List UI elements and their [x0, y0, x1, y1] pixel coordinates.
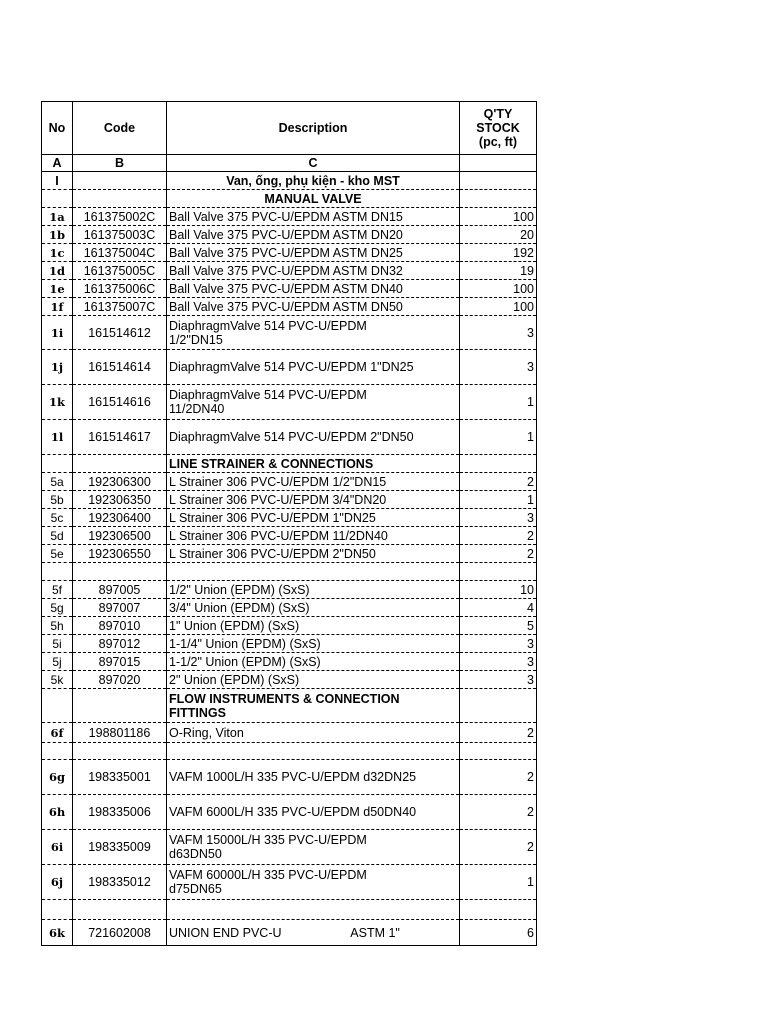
- row-desc: VAFM 15000L/H 335 PVC-U/EPDM d63DN50: [167, 830, 460, 865]
- table-row: [42, 599, 537, 617]
- row-desc: DiaphragmValve 514 PVC-U/EPDM 2"DN50: [167, 420, 460, 455]
- row-qty: 1: [460, 865, 537, 900]
- row-qty: 2: [460, 723, 537, 743]
- row-qty: 19: [460, 262, 537, 280]
- row-qty: 6: [460, 920, 537, 946]
- row-no: 5j: [42, 653, 73, 671]
- section-row: [42, 689, 537, 723]
- row-desc: L Strainer 306 PVC-U/EPDM 2"DN50: [167, 545, 460, 563]
- group-no: I: [42, 172, 73, 190]
- row-no: 5f: [42, 581, 73, 599]
- empty-cell: [73, 743, 167, 760]
- row-code: 897010: [73, 617, 167, 635]
- row-desc: VAFM 6000L/H 335 PVC-U/EPDM d50DN40: [167, 795, 460, 830]
- empty-cell: [42, 743, 73, 760]
- table-row: [42, 208, 537, 226]
- empty-cell: [42, 563, 73, 581]
- row-code: 192306350: [73, 491, 167, 509]
- row-qty: 3: [460, 316, 537, 350]
- row-qty: 2: [460, 830, 537, 865]
- row-desc: 1-1/2" Union (EPDM) (SxS): [167, 653, 460, 671]
- empty-cell: [167, 900, 460, 920]
- row-qty: 2: [460, 473, 537, 491]
- empty-cell: [73, 455, 167, 473]
- row-code: 161375006C: [73, 280, 167, 298]
- table-row: [42, 760, 537, 795]
- row-desc: L Strainer 306 PVC-U/EPDM 3/4"DN20: [167, 491, 460, 509]
- row-no: 6h: [42, 795, 73, 830]
- row-desc: L Strainer 306 PVC-U/EPDM 1/2"DN15: [167, 473, 460, 491]
- table-row: [42, 581, 537, 599]
- row-qty: 3: [460, 635, 537, 653]
- table-row: [42, 473, 537, 491]
- row-code: 897020: [73, 671, 167, 689]
- row-no: 1i: [42, 316, 73, 350]
- row-desc: VAFM 1000L/H 335 PVC-U/EPDM d32DN25: [167, 760, 460, 795]
- table-row: [42, 420, 537, 455]
- letter-b: B: [73, 155, 167, 172]
- empty-cell: [73, 900, 167, 920]
- row-qty: 20: [460, 226, 537, 244]
- row-code: 198335001: [73, 760, 167, 795]
- row-code: 897012: [73, 635, 167, 653]
- table-row: [42, 385, 537, 420]
- row-code: 897005: [73, 581, 167, 599]
- row-qty: 100: [460, 298, 537, 316]
- row-code: 161375004C: [73, 244, 167, 262]
- section-flow-instruments: FLOW INSTRUMENTS & CONNECTION FITTINGS: [167, 689, 460, 723]
- table-row: [42, 920, 537, 946]
- stock-table: [41, 101, 537, 946]
- empty-cell: [460, 689, 537, 723]
- row-code: 192306400: [73, 509, 167, 527]
- row-code: 192306300: [73, 473, 167, 491]
- empty-cell: [42, 689, 73, 723]
- row-no: 1l: [42, 420, 73, 455]
- table-row: [42, 865, 537, 900]
- row-code: 161514614: [73, 350, 167, 385]
- empty-cell: [460, 172, 537, 190]
- row-desc: Ball Valve 375 PVC-U/EPDM ASTM DN32: [167, 262, 460, 280]
- row-no: 6i: [42, 830, 73, 865]
- row-desc: 2" Union (EPDM) (SxS): [167, 671, 460, 689]
- row-code: 161375007C: [73, 298, 167, 316]
- row-code: 897007: [73, 599, 167, 617]
- row-code: 161375002C: [73, 208, 167, 226]
- header-no: No: [42, 102, 73, 155]
- empty-cell: [460, 743, 537, 760]
- letter-empty: [460, 155, 537, 172]
- row-qty: 100: [460, 280, 537, 298]
- row-desc: L Strainer 306 PVC-U/EPDM 11/2DN40: [167, 527, 460, 545]
- row-desc: VAFM 60000L/H 335 PVC-U/EPDM d75DN65: [167, 865, 460, 900]
- row-desc: 1/2" Union (EPDM) (SxS): [167, 581, 460, 599]
- row-no: 5i: [42, 635, 73, 653]
- spacer-row: [42, 563, 537, 581]
- empty-cell: [73, 689, 167, 723]
- empty-cell: [73, 172, 167, 190]
- row-no: 5c: [42, 509, 73, 527]
- row-no: 1d: [42, 262, 73, 280]
- row-code: 192306550: [73, 545, 167, 563]
- table-row: [42, 298, 537, 316]
- row-qty: 3: [460, 653, 537, 671]
- row-qty: 10: [460, 581, 537, 599]
- row-qty: 5: [460, 617, 537, 635]
- empty-cell: [460, 190, 537, 208]
- row-no: 1j: [42, 350, 73, 385]
- row-desc: Ball Valve 375 PVC-U/EPDM ASTM DN20: [167, 226, 460, 244]
- row-no: 1b: [42, 226, 73, 244]
- letter-a: A: [42, 155, 73, 172]
- table-row: [42, 527, 537, 545]
- row-no: 1c: [42, 244, 73, 262]
- empty-cell: [460, 900, 537, 920]
- row-desc: L Strainer 306 PVC-U/EPDM 1"DN25: [167, 509, 460, 527]
- row-no: 5e: [42, 545, 73, 563]
- table-row: [42, 830, 537, 865]
- row-qty: 1: [460, 385, 537, 420]
- row-code: 161375005C: [73, 262, 167, 280]
- row-no: 5h: [42, 617, 73, 635]
- row-qty: 100: [460, 208, 537, 226]
- row-no: 6k: [42, 920, 73, 946]
- row-no: 5b: [42, 491, 73, 509]
- row-desc: 3/4" Union (EPDM) (SxS): [167, 599, 460, 617]
- empty-cell: [42, 900, 73, 920]
- empty-cell: [460, 563, 537, 581]
- row-desc: Ball Valve 375 PVC-U/EPDM ASTM DN40: [167, 280, 460, 298]
- row-no: 5a: [42, 473, 73, 491]
- row-desc: O-Ring, Viton: [167, 723, 460, 743]
- row-no: 5g: [42, 599, 73, 617]
- row-qty: 1: [460, 491, 537, 509]
- row-desc: Ball Valve 375 PVC-U/EPDM ASTM DN15: [167, 208, 460, 226]
- row-desc: 1-1/4" Union (EPDM) (SxS): [167, 635, 460, 653]
- row-code: 161375003C: [73, 226, 167, 244]
- table-row: [42, 280, 537, 298]
- empty-cell: [167, 743, 460, 760]
- section-row: [42, 190, 537, 208]
- row-qty: 3: [460, 671, 537, 689]
- row-qty: 2: [460, 760, 537, 795]
- group-title: Van, ống, phụ kiện - kho MST: [167, 172, 460, 190]
- row-qty: 3: [460, 350, 537, 385]
- row-code: 198335012: [73, 865, 167, 900]
- row-desc: DiaphragmValve 514 PVC-U/EPDM 11/2DN40: [167, 385, 460, 420]
- table-row: [42, 723, 537, 743]
- row-desc: DiaphragmValve 514 PVC-U/EPDM 1/2"DN15: [167, 316, 460, 350]
- letter-c: C: [167, 155, 460, 172]
- section-line-strainer: LINE STRAINER & CONNECTIONS: [167, 455, 460, 473]
- section-manual-valve: MANUAL VALVE: [167, 190, 460, 208]
- row-qty: 1: [460, 420, 537, 455]
- empty-cell: [42, 190, 73, 208]
- row-desc: UNION END PVC-U ASTM 1": [167, 920, 460, 946]
- table-row: [42, 617, 537, 635]
- empty-cell: [460, 455, 537, 473]
- row-qty: 4: [460, 599, 537, 617]
- header-row: [42, 102, 537, 155]
- section-row: [42, 455, 537, 473]
- row-desc: 1" Union (EPDM) (SxS): [167, 617, 460, 635]
- table-row: [42, 350, 537, 385]
- table-row: [42, 316, 537, 350]
- table-row: [42, 244, 537, 262]
- table-row: [42, 509, 537, 527]
- header-code: Code: [73, 102, 167, 155]
- table-row: [42, 653, 537, 671]
- row-code: 897015: [73, 653, 167, 671]
- row-qty: 2: [460, 527, 537, 545]
- spacer-row: [42, 900, 537, 920]
- row-code: 198335006: [73, 795, 167, 830]
- empty-cell: [73, 563, 167, 581]
- empty-cell: [167, 563, 460, 581]
- table-row: [42, 226, 537, 244]
- row-code: 198335009: [73, 830, 167, 865]
- row-code: 198801186: [73, 723, 167, 743]
- header-description: Description: [167, 102, 460, 155]
- table-row: [42, 491, 537, 509]
- table-row: [42, 635, 537, 653]
- header-qty: Q'TY STOCK (pc, ft): [460, 102, 537, 155]
- row-code: 721602008: [73, 920, 167, 946]
- table-row: [42, 545, 537, 563]
- row-qty: 2: [460, 545, 537, 563]
- empty-cell: [42, 455, 73, 473]
- row-no: 1e: [42, 280, 73, 298]
- row-qty: 3: [460, 509, 537, 527]
- row-no: 6g: [42, 760, 73, 795]
- row-desc: Ball Valve 375 PVC-U/EPDM ASTM DN25: [167, 244, 460, 262]
- spacer-row: [42, 743, 537, 760]
- table-row: [42, 671, 537, 689]
- row-no: 1k: [42, 385, 73, 420]
- row-no: 6j: [42, 865, 73, 900]
- row-code: 161514616: [73, 385, 167, 420]
- row-code: 161514612: [73, 316, 167, 350]
- row-no: 1f: [42, 298, 73, 316]
- row-no: 5d: [42, 527, 73, 545]
- row-code: 192306500: [73, 527, 167, 545]
- table-row: [42, 795, 537, 830]
- row-no: 5k: [42, 671, 73, 689]
- row-no: 1a: [42, 208, 73, 226]
- letters-row: [42, 155, 537, 172]
- row-code: 161514617: [73, 420, 167, 455]
- group-row: [42, 172, 537, 190]
- row-desc: Ball Valve 375 PVC-U/EPDM ASTM DN50: [167, 298, 460, 316]
- row-qty: 2: [460, 795, 537, 830]
- row-desc: DiaphragmValve 514 PVC-U/EPDM 1"DN25: [167, 350, 460, 385]
- table-row: [42, 262, 537, 280]
- row-no: 6f: [42, 723, 73, 743]
- empty-cell: [73, 190, 167, 208]
- row-qty: 192: [460, 244, 537, 262]
